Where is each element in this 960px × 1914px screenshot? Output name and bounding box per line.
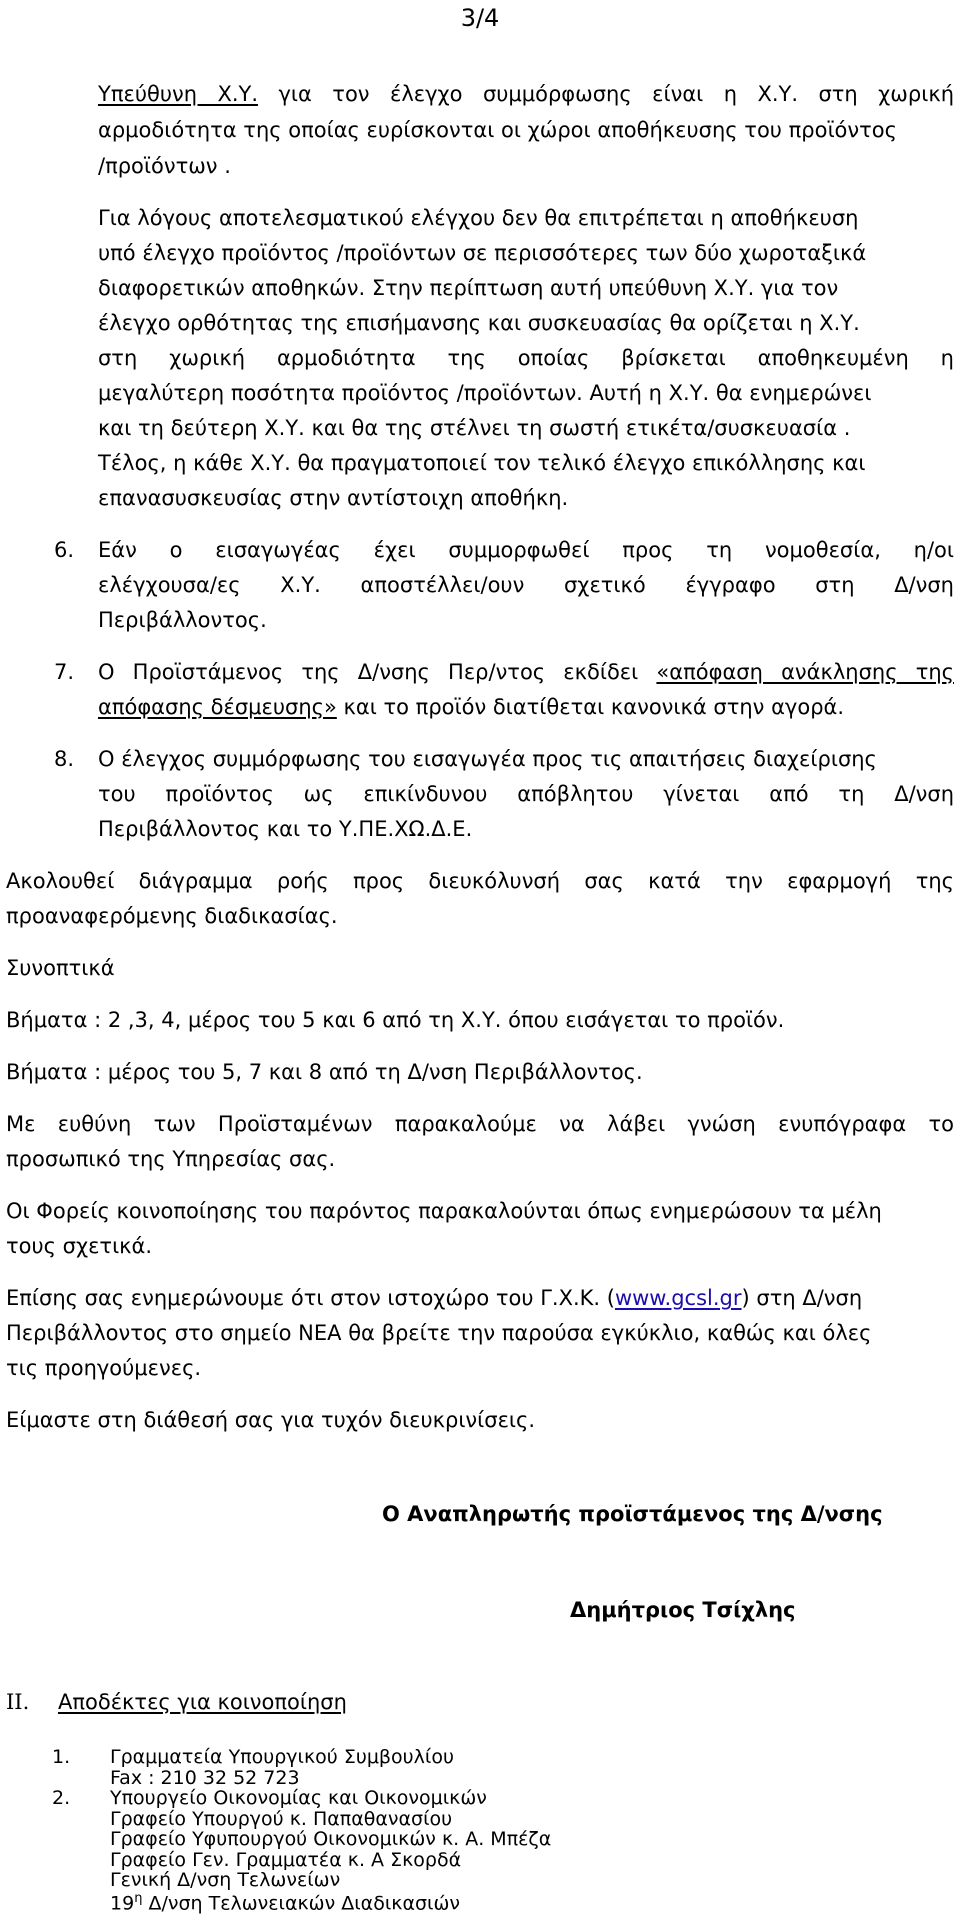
para5-line: Για λόγους αποτελεσματικού ελέγχου δεν θα επιτρέπεται η αποθήκευση: [98, 206, 859, 230]
para5-line: έλεγχο ορθότητας της επισήμανσης και συσκευασίας θα ορίζεται η Χ.Υ.: [98, 311, 860, 335]
flow-note-line: Ακολουθεί διάγραμμα ροής προς διευκόλυνσή σας κατά την εφαρμογή της: [6, 869, 954, 893]
recipient-line: Γραφείο Υπουργού κ. Παπαθανασίου: [110, 1807, 453, 1830]
summary-steps-customs: Βήματα : 2 ,3, 4, μέρος του 5 και 6 από τη Χ.Υ. όπου εισάγεται το προϊόν.: [6, 1008, 785, 1032]
directorate-name: Δ/νση Τελωνειακών Διαδικασιών: [142, 1891, 460, 1914]
directorate-number: 19: [110, 1891, 135, 1914]
intro-responsible-label: Υπεύθυνη Χ.Υ.: [98, 82, 259, 106]
para5-line: διαφορετικών αποθηκών. Στην περίπτωση αυτή υπεύθυνη Χ.Υ. για τον: [98, 276, 839, 300]
intro-line-1-text: για τον έλεγχο συμμόρφωσης είναι η Χ.Υ. στη χωρική: [278, 82, 954, 106]
detention-decision-label: απόφασης δέσμευσης»: [98, 695, 337, 719]
recipient-number: 2.: [52, 1787, 71, 1809]
item7-line-2: [98, 697, 844, 718]
intro-line-1: [98, 84, 954, 105]
website-note-line-2: Περιβάλλοντος στο σημείο ΝΕΑ θα βρείτε την παρούσα εγκύκλιο, καθώς και όλες: [6, 1321, 872, 1345]
item8-number: 8.: [54, 747, 75, 771]
responsibility-line: προσωπικό της Υπηρεσίας σας.: [6, 1147, 336, 1171]
item6-line: Εάν ο εισαγωγέας έχει συμμορφωθεί προς τη νομοθεσία, η/οι: [98, 538, 954, 562]
summary-steps-environment: Βήματα : μέρος του 5, 7 και 8 από τη Δ/νση Περιβάλλοντος.: [6, 1060, 643, 1084]
para5-line: επανασυσκευσίας στην αντίστοιχη αποθήκη.: [98, 486, 569, 510]
recipient-line: Γενική Δ/νση Τελωνείων: [110, 1869, 341, 1891]
notify-line: τους σχετικά.: [6, 1234, 153, 1258]
item6-line: ελέγχουσα/ες Χ.Υ. αποστέλλει/ουν σχετικό έγγραφο στη Δ/νση: [98, 573, 954, 597]
recipient-line: Fax : 210 32 52 723: [110, 1766, 300, 1789]
para5-line: και τη δεύτερη Χ.Υ. και θα της στέλνει τη σωστή ετικέτα/συσκευασία .: [98, 416, 851, 440]
responsibility-line: Με ευθύνη των Προϊσταμένων παρακαλούμε να λάβει γνώση ενυπόγραφα το: [6, 1112, 954, 1136]
recipients-section-number: II.: [6, 1690, 30, 1714]
intro-line-3: /προϊόντων .: [98, 154, 231, 178]
website-note-line-1: [6, 1288, 862, 1309]
website-note-text: Επίσης σας ενημερώνουμε ότι στον ιστοχώρο του Γ.Χ.Κ. (: [6, 1286, 615, 1310]
revocation-decision-label: «απόφαση ανάκλησης της: [656, 660, 954, 684]
intro-line-2: αρμοδιότητα της οποίας ευρίσκονται οι χώροι αποθήκευσης του προϊόντος: [98, 118, 897, 142]
website-note-text-end: ) στη Δ/νση: [741, 1286, 863, 1310]
summary-heading: Συνοπτικά: [6, 956, 115, 980]
para5-line: Τέλος, η κάθε Χ.Υ. θα πραγματοποιεί τον τελικό έλεγχο επικόλλησης και: [98, 451, 866, 475]
closing-text: Είμαστε στη διάθεσή σας για τυχόν διευκρινίσεις.: [6, 1408, 536, 1432]
recipient-line: Γραμματεία Υπουργικού Συμβουλίου: [110, 1746, 454, 1768]
recipient-line: Υπουργείο Οικονομίας και Οικονομικών: [110, 1787, 487, 1809]
signature-role: Ο Αναπληρωτής προϊστάμενος της Δ/νσης: [382, 1502, 883, 1526]
gcsl-website-link[interactable]: www.gcsl.gr: [614, 1286, 742, 1310]
para5-line: υπό έλεγχο προϊόντος /προϊόντων σε περισσότερες των δύο χωροταξικά: [98, 241, 867, 265]
flow-note-line: προαναφερόμενης διαδικασίας.: [6, 904, 338, 928]
item7-line-2-text: και το προϊόν διατίθεται κανονικά στην αγορά.: [343, 695, 845, 719]
signature-name: Δημήτριος Τσίχλης: [570, 1598, 796, 1622]
ordinal-suffix: η: [134, 1890, 143, 1906]
item8-line: του προϊόντος ως επικίνδυνου απόβλητου γίνεται από τη Δ/νση: [98, 782, 954, 806]
item6-line: Περιβάλλοντος.: [98, 608, 267, 632]
item8-line: Περιβάλλοντος και το Υ.ΠΕ.ΧΩ.Δ.Ε.: [98, 817, 473, 841]
recipients-heading: Αποδέκτες για κοινοποίηση: [58, 1690, 347, 1714]
item7-line-1-text: Ο Προϊστάμενος της Δ/νσης Περ/ντος εκδίδει: [98, 660, 639, 684]
recipient-line: Γραφείο Υφυπουργού Οικονομικών κ. Α. Μπέζα: [110, 1828, 552, 1850]
item6-number: 6.: [54, 538, 75, 562]
para5-line: μεγαλύτερη ποσότητα προϊόντος /προϊόντων. Αυτή η Χ.Υ. θα ενημερώνει: [98, 381, 872, 405]
para5-line: στη χωρική αρμοδιότητα της οποίας βρίσκεται αποθηκευμένη η: [98, 346, 954, 370]
website-note-line-3: τις προηγούμενες.: [6, 1356, 202, 1380]
notify-line: Οι Φορείς κοινοποίησης του παρόντος παρακαλούνται όπως ενημερώσουν τα μέλη: [6, 1199, 882, 1223]
recipient-line: Γραφείο Γεν. Γραμματέα κ. Α Σκορδά: [110, 1848, 462, 1871]
item7-number: 7.: [54, 660, 75, 684]
page-number: 3/4: [460, 4, 500, 32]
item8-line: Ο έλεγχος συμμόρφωσης του εισαγωγέα προς τις απαιτήσεις διαχείρισης: [98, 747, 877, 771]
item7-line-1: [98, 662, 954, 683]
recipient-number: 1.: [52, 1746, 71, 1768]
